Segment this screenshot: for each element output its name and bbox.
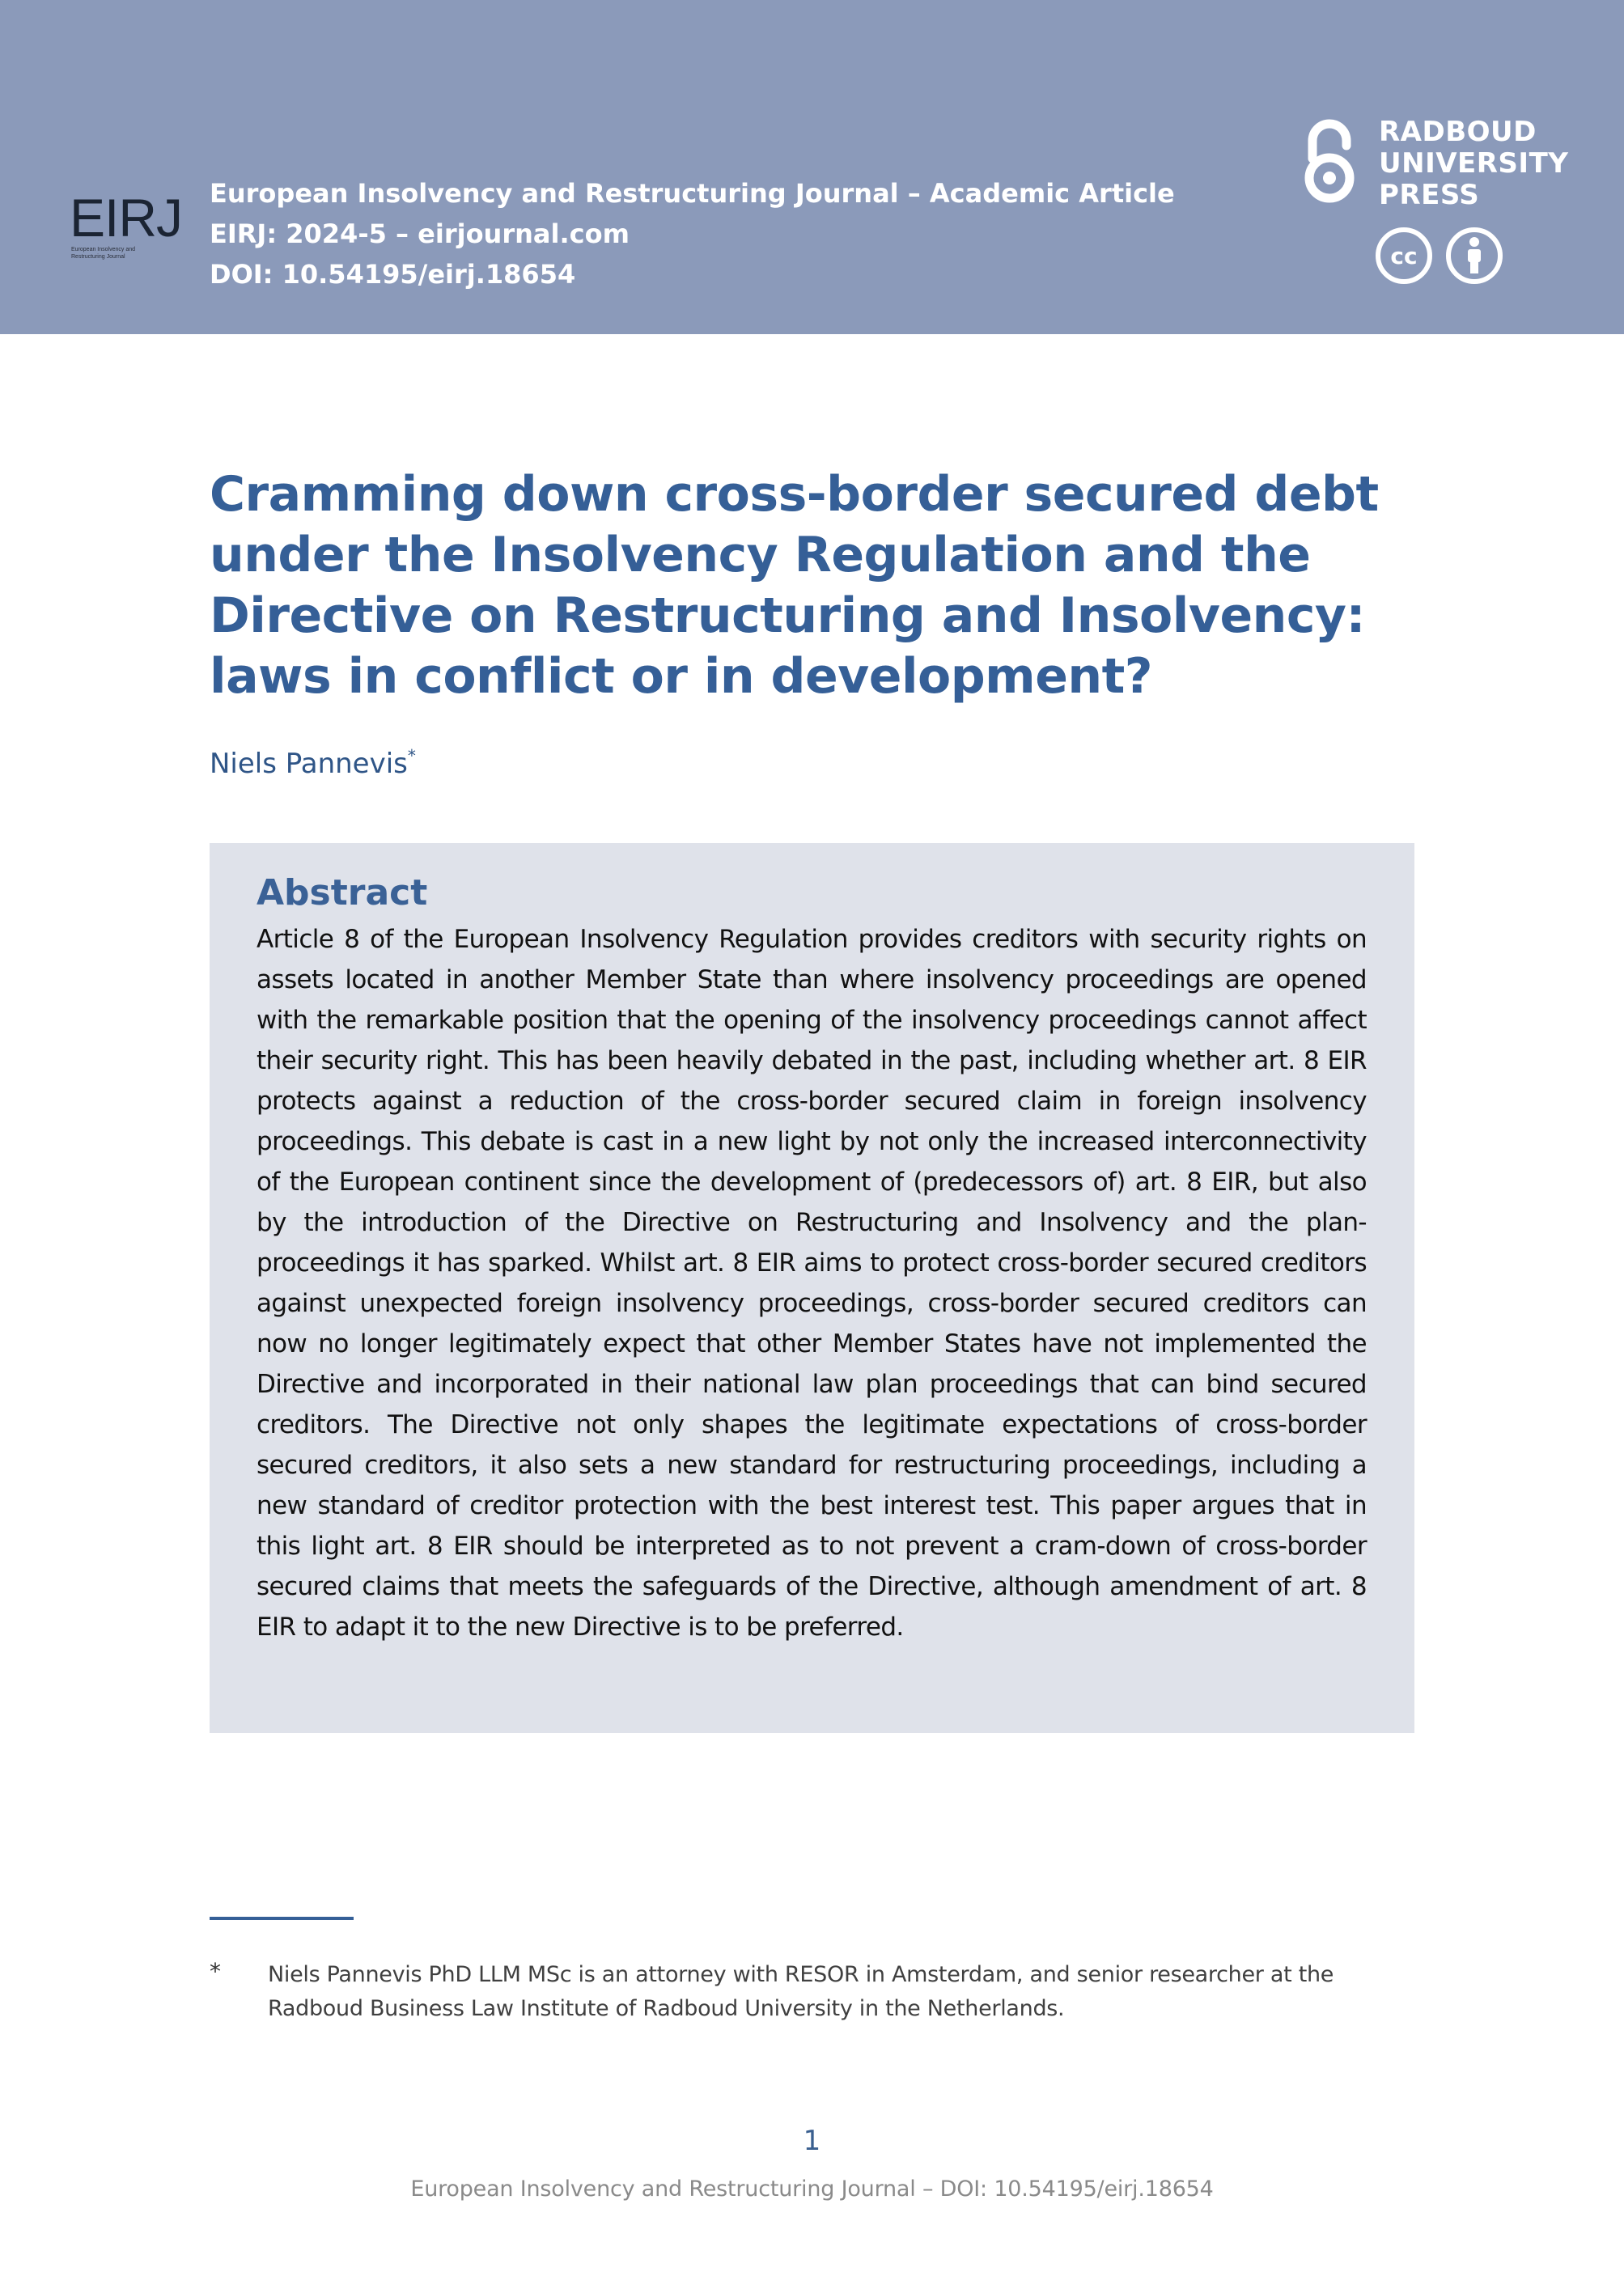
svg-text:cc: cc [1390,243,1418,269]
publisher-block [1301,117,1568,286]
footnote-text: Niels Pannevis PhD LLM MSc is an attorney with RESOR in Amsterdam, and senior researcher at the Radboud Business Law Institute of Radboud University in the Netherlands. [268,1962,1334,2021]
open-access-icon [1301,117,1358,209]
footnote-divider [210,1917,354,1920]
issue-line: EIRJ: 2024-5 – eirjournal.com [210,218,630,249]
publisher-name-line3: PRESS [1379,179,1480,211]
journal-logo-mark: EIRJ [70,188,183,248]
article-title: Cramming down cross-border secured debt under the Insolvency Regulation and the Directive on Restructuring and Insolvency: laws in conflict or in development? [210,466,1379,705]
abstract-body: Article 8 of the European Insolvency Regulation provides creditors with security rights on assets located in another Member State than where insolvency proceedings are opened with the remarkable position that the opening of the insolvency proceedings cannot affect their security right. This has been heavily debated in the past, including whether art. 8 EIR protects against a reduction of the cross-border secured claim in foreign insolvency proceedings. This debate is cast in a new light by not only the increased interconnectivity of the European continent since the development of (predecessors of) art. 8 EIR, but also by the introduction of the Directive on Restructuring and Insolvency and the plan-proceedings it has sparked. Whilst art. 8 EIR aims to protect cross-border secured creditors against unexpected foreign insolvency proceedings, cross-border secured creditors can now no longer legitimately expect that other Member States have not implemented the Directive and incorporated in their national law plan proceedings that can bind secured creditors. The Directive not only shapes the legitimate expectations of cross-border secured creditors, it also sets a new standard for restructuring proceedings, including a new standard of creditor protection with the best interest test. This paper argues that in this light art. 8 EIR should be interpreted as to not prevent a cram-down of cross-border secured claims that meets the safeguards of the Directive, although amendment of art. 8 EIR to adapt it to the new Directive is to be preferred. [257,925,1367,1642]
page-number: 1 [803,2125,821,2157]
author-line [210,746,416,780]
journal-logo-subtitle: European Insolvency and Restructuring Journal [71,247,135,260]
journal-line: European Insolvency and Restructuring Journal – Academic Article [210,178,1175,209]
author-name: Niels Pannevis [210,748,408,780]
abstract-box [210,843,1414,1733]
header-band [0,0,1624,334]
publisher-name [1379,117,1568,211]
journal-info [210,173,1175,295]
author-note-mark: * [407,746,416,765]
doi-line: DOI: 10.54195/eirj.18654 [210,259,576,290]
abstract-heading: Abstract [257,872,428,913]
publisher-name-line1: RADBOUD [1379,116,1537,148]
attribution-icon [1445,227,1503,288]
footnote-mark: * [210,1958,221,1985]
journal-logo [70,188,183,262]
publisher-name-line2: UNIVERSITY [1379,147,1569,180]
running-footer: European Insolvency and Restructuring Journal – DOI: 10.54195/eirj.18654 [410,2176,1214,2202]
creative-commons-icon [1375,227,1433,288]
